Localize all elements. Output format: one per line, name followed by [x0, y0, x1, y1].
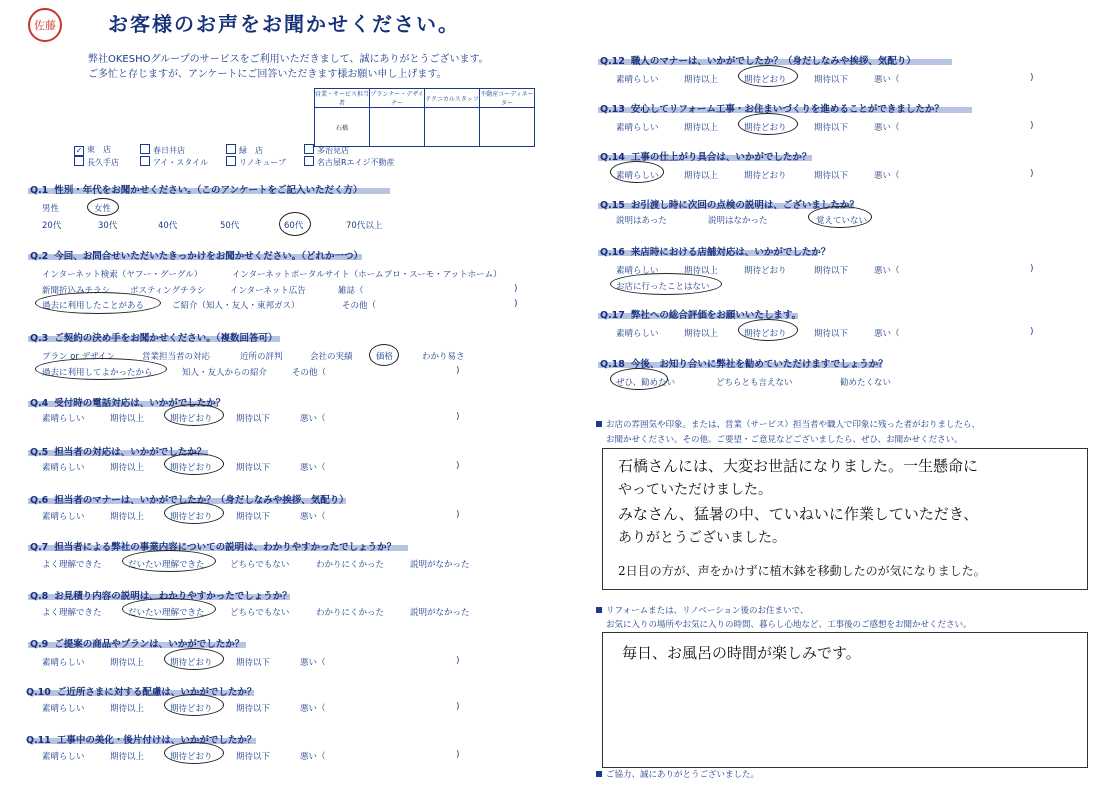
- comment-prompt-2: リフォームまたは、リノベーション後のお住まいで、: [596, 604, 808, 616]
- rating-excellent[interactable]: 素晴らしい: [616, 75, 659, 85]
- rating-excellent[interactable]: 素晴らしい: [42, 463, 85, 473]
- store-checkbox-istyle[interactable]: アイ・スタイル: [140, 156, 208, 168]
- staff-value-technical[interactable]: [425, 108, 480, 147]
- question-q2: Q.2 今回、お問合せいただいたきっかけをお聞かせください。（どれか一つ）: [30, 251, 364, 262]
- answer-circle: [164, 648, 224, 670]
- question-q18: Q.18 今後、お知り合いに弊社を勧めていただけますでしょうか？: [600, 359, 888, 370]
- staff-header: 不動産コーディネーター: [480, 89, 535, 108]
- rating-as-expected[interactable]: 期待どおり: [744, 329, 787, 339]
- option-mostly-understood[interactable]: だいたい理解できた: [128, 560, 205, 570]
- rating-excellent[interactable]: 素晴らしい: [616, 123, 659, 133]
- rating-as-expected[interactable]: 期待どおり: [170, 463, 213, 473]
- comment-prompt-1: お店の雰囲気や印象。または、営業（サービス）担当者や職人で印象に残った者がおりましたら、: [596, 418, 980, 430]
- question-q7: Q.7 担当者による弊社の事業内容についての説明は、わかりやすかったでしょうか？: [30, 542, 397, 553]
- answer-circle: [808, 206, 872, 228]
- rating-excellent[interactable]: 素晴らしい: [42, 512, 85, 522]
- option-internet-search[interactable]: インターネット検索（ヤフー・グーグル）: [42, 270, 203, 280]
- rating-above[interactable]: 期待以上: [110, 752, 145, 762]
- rating-excellent[interactable]: 素晴らしい: [616, 171, 659, 181]
- option-price[interactable]: 価格: [376, 352, 394, 362]
- rating-above[interactable]: 期待以上: [110, 704, 145, 714]
- option-undecided[interactable]: どちらとも言えない: [716, 378, 793, 388]
- store-checkbox-higashi[interactable]: ✓ 東 店: [75, 145, 111, 155]
- rating-below[interactable]: 期待以下: [236, 658, 271, 668]
- option-clarity[interactable]: わかり易さ: [422, 352, 465, 362]
- answer-circle: [164, 742, 224, 764]
- option-fully-understood[interactable]: よく理解できた: [42, 608, 102, 618]
- option-neutral[interactable]: どちらでもない: [230, 608, 290, 618]
- option-used-before[interactable]: 過去に利用したことがある: [42, 301, 145, 311]
- rating-above[interactable]: 期待以上: [110, 658, 145, 668]
- answer-circle: [610, 368, 668, 390]
- option-internet-ad[interactable]: インターネット広告: [230, 286, 306, 296]
- option-dont-remember[interactable]: 覚えていない: [816, 216, 868, 226]
- staff-header: プランナー・デザイナー: [370, 89, 425, 108]
- option-magazine[interactable]: 雑誌（: [338, 286, 364, 296]
- option-50s[interactable]: 50代: [220, 221, 240, 231]
- rating-bad[interactable]: 悪い（: [300, 512, 326, 522]
- answer-circle: [122, 550, 216, 572]
- handwritten-comment: やっていただけました。: [618, 482, 772, 498]
- staff-value-sales[interactable]: 石橋: [315, 108, 370, 147]
- rating-excellent[interactable]: 素晴らしい: [42, 414, 85, 424]
- option-reputation[interactable]: 近所の評判: [240, 352, 283, 362]
- answer-circle: [738, 65, 798, 87]
- answer-circle: [35, 292, 161, 314]
- rating-bad[interactable]: 悪い（: [300, 658, 326, 668]
- handwritten-comment: 毎日、お風呂の時間が楽しみです。: [622, 644, 861, 662]
- answer-circle: [369, 344, 399, 366]
- option-70s-plus[interactable]: 70代以上: [346, 221, 383, 231]
- option-plan-design[interactable]: プラン or デザイン: [42, 352, 116, 362]
- option-mostly-understood[interactable]: だいたい理解できた: [128, 608, 205, 618]
- handwritten-comment: 2日目の方が、声をかけずに植木鉢を移動したのが気になりました。: [618, 564, 986, 578]
- comment-prompt-2b: お気に入りの場所やお気に入りの時間、暮らし心地など、工事後のご感想をお聞かせください。: [606, 620, 972, 630]
- option-referral[interactable]: ご紹介（知人・友人・東邦ガス）: [172, 301, 300, 311]
- answer-circle: [122, 598, 216, 620]
- staff-header: テクニカルスタッフ: [425, 89, 480, 108]
- handwritten-comment: 石橋さんには、大変お世話になりました。一生懸命に: [618, 457, 979, 475]
- rating-bad[interactable]: 悪い（: [300, 414, 326, 424]
- rating-below[interactable]: 期待以下: [236, 463, 271, 473]
- staff-value-realestate[interactable]: [480, 108, 535, 147]
- rating-excellent[interactable]: 素晴らしい: [616, 266, 659, 276]
- intro-text-2: ご多忙と存じますが、アンケートにご回答いただきます様お願い申し上げます。: [88, 69, 447, 80]
- option-female[interactable]: 女性: [94, 204, 112, 214]
- rating-bad[interactable]: 悪い（: [874, 123, 900, 133]
- question-q6: Q.6 担当者のマナーは、いかがでしたか？（身だしなみや挨拶、気配り）: [30, 495, 349, 506]
- option-fully-understood[interactable]: よく理解できた: [42, 560, 102, 570]
- option-explained[interactable]: 説明はあった: [616, 216, 667, 226]
- store-checkbox-nagakute[interactable]: 長久手店: [74, 156, 119, 168]
- question-q14: Q.14 工事の仕上がり具合は、いかがでしたか？: [600, 152, 812, 163]
- handwritten-comment: みなさん、猛暑の中、ていねいに作業していただき、: [618, 505, 979, 523]
- rating-above[interactable]: 期待以上: [684, 123, 719, 133]
- rating-below[interactable]: 期待以下: [814, 123, 849, 133]
- comment-prompt-1b: お聞かせください。その他、ご要望・ご意見などございましたら、ぜひ、お聞かせください。: [606, 435, 963, 445]
- option-male[interactable]: 男性: [42, 204, 60, 214]
- answer-circle: [738, 113, 798, 135]
- option-posting-flyer[interactable]: ポスティングチラシ: [130, 286, 206, 296]
- rating-as-expected[interactable]: 期待どおり: [744, 266, 787, 276]
- question-q13: Q.13 安心してリフォーム工事・お住まいづくりを進めることができましたか？: [600, 104, 944, 115]
- rating-above[interactable]: 期待以上: [684, 171, 719, 181]
- rating-as-expected[interactable]: 期待どおり: [744, 171, 787, 181]
- option-not-explained[interactable]: 説明はなかった: [708, 216, 768, 226]
- rating-below[interactable]: 期待以下: [814, 75, 849, 85]
- rating-excellent[interactable]: 素晴らしい: [42, 704, 85, 714]
- rating-above[interactable]: 期待以上: [110, 463, 145, 473]
- option-portal-site[interactable]: インターネットポータルサイト（ホームプロ・スーモ・アットホーム）: [232, 270, 502, 280]
- rating-as-expected[interactable]: 期待どおり: [170, 752, 213, 762]
- question-q11: Q.11 工事中の美化・後片付けは、いかがでしたか？: [26, 735, 257, 746]
- option-other[interactable]: その他（: [292, 368, 327, 378]
- question-q16: Q.16 来店時における店舗対応は、いかがでしたか？: [600, 247, 831, 258]
- option-no-explanation[interactable]: 説明がなかった: [410, 608, 470, 618]
- staff-table: [314, 88, 535, 147]
- store-checkbox-tajimi[interactable]: 多治見店: [304, 144, 349, 156]
- question-q17: Q.17 弊社への総合評価をお願いいたします。: [600, 310, 802, 321]
- rating-as-expected[interactable]: 期待どおり: [170, 512, 213, 522]
- staff-value-planner[interactable]: [370, 108, 425, 147]
- question-q8: Q.8 お見積り内容の説明は、わかりやすかったでしょうか？: [30, 591, 292, 602]
- rating-above[interactable]: 期待以上: [110, 512, 145, 522]
- rating-below[interactable]: 期待以下: [814, 329, 849, 339]
- staff-header: 営業・サービス担当者: [315, 89, 370, 108]
- question-q1: Q.1 性別・年代をお聞かせください。（このアンケートをご記入いただく方）: [30, 185, 363, 196]
- rating-below[interactable]: 期待以下: [236, 752, 271, 762]
- option-good-past-use[interactable]: 過去に利用してよかったから: [42, 368, 153, 378]
- rating-above[interactable]: 期待以上: [684, 329, 719, 339]
- question-q4: Q.4 受付時の電話対応は、いかがでしたか？: [30, 398, 226, 409]
- option-friend-referral[interactable]: 知人・友人からの紹介: [182, 368, 268, 378]
- rating-bad[interactable]: 悪い（: [300, 752, 326, 762]
- rating-below[interactable]: 期待以下: [814, 171, 849, 181]
- question-q15: Q.15 お引渡し時に次回の点検の説明は、ございましたか？: [600, 200, 859, 211]
- question-q12: Q.12 職人のマナーは、いかがでしたか？（身だしなみや挨拶、気配り）: [600, 56, 916, 67]
- answer-circle: [164, 404, 224, 426]
- rating-bad[interactable]: 悪い（: [874, 266, 900, 276]
- option-hard-to-understand[interactable]: わかりにくかった: [316, 560, 385, 570]
- question-q9: Q.9 ご提案の商品やプランは、いかがでしたか？: [30, 639, 245, 650]
- answer-circle: [87, 198, 119, 216]
- answer-circle: [610, 273, 722, 295]
- rating-bad[interactable]: 悪い（: [874, 75, 900, 85]
- rating-bad[interactable]: 悪い（: [874, 329, 900, 339]
- rating-bad[interactable]: 悪い（: [300, 704, 326, 714]
- rating-as-expected[interactable]: 期待どおり: [170, 658, 213, 668]
- rating-as-expected[interactable]: 期待どおり: [744, 123, 787, 133]
- answer-circle: [35, 358, 167, 380]
- option-not-recommend[interactable]: 勧めたくない: [840, 378, 892, 388]
- store-checkbox-kasugai[interactable]: 春日井店: [140, 144, 185, 156]
- rating-below[interactable]: 期待以下: [236, 512, 271, 522]
- store-checkbox-renocube[interactable]: リノキューブ: [226, 156, 286, 168]
- store-checkbox-nagoya-r-age[interactable]: 名古屋Rエイジ不動産: [304, 156, 395, 168]
- answer-circle: [164, 694, 224, 716]
- rating-bad[interactable]: 悪い（: [300, 463, 326, 473]
- name-stamp: 佐藤: [28, 8, 62, 42]
- option-definitely-recommend[interactable]: ぜひ、勧めたい: [616, 378, 676, 388]
- rating-below[interactable]: 期待以下: [236, 704, 271, 714]
- rating-excellent[interactable]: 素晴らしい: [42, 752, 85, 762]
- rating-above[interactable]: 期待以上: [684, 266, 719, 276]
- option-newspaper-flyer[interactable]: 新聞折込みチラシ: [42, 286, 111, 296]
- answer-circle: [279, 212, 311, 236]
- option-other[interactable]: その他（: [342, 301, 377, 311]
- rating-above[interactable]: 期待以上: [684, 75, 719, 85]
- option-staff-response[interactable]: 営業担当者の対応: [142, 352, 211, 362]
- option-60s[interactable]: 60代: [284, 221, 304, 231]
- answer-circle: [164, 502, 224, 524]
- thanks-text: ご協力、誠にありがとうございました。: [596, 768, 759, 780]
- question-q10: Q.10 ご近所さまに対する配慮は、いかがでしたか？: [26, 687, 257, 698]
- question-q3: Q.3 ご契約の決め手をお聞かせください。（複数回答可）: [30, 333, 278, 344]
- intro-text-1: 弊社OKESHOグループのサービスをご利用いただきまして、誠にありがとうございます。: [88, 54, 489, 65]
- option-track-record[interactable]: 会社の実績: [310, 352, 353, 362]
- option-20s[interactable]: 20代: [42, 221, 62, 231]
- store-checkbox-midori[interactable]: 緑 店: [226, 144, 263, 156]
- rating-bad[interactable]: 悪い（: [874, 171, 900, 181]
- answer-circle: [610, 161, 664, 183]
- answer-circle: [164, 453, 224, 475]
- rating-excellent[interactable]: 素晴らしい: [616, 329, 659, 339]
- rating-below[interactable]: 期待以下: [236, 414, 271, 424]
- rating-as-expected[interactable]: 期待どおり: [744, 75, 787, 85]
- option-never-visited[interactable]: お店に行ったことはない: [616, 282, 710, 292]
- rating-above[interactable]: 期待以上: [110, 414, 145, 424]
- rating-as-expected[interactable]: 期待どおり: [170, 704, 213, 714]
- answer-circle: [738, 319, 798, 341]
- page-title: お客様のお声をお聞かせください。: [108, 12, 460, 36]
- option-30s[interactable]: 30代: [98, 221, 118, 231]
- rating-excellent[interactable]: 素晴らしい: [42, 658, 85, 668]
- rating-as-expected[interactable]: 期待どおり: [170, 414, 213, 424]
- question-q5: Q.5 担当者の対応は、いかがでしたか？: [30, 447, 207, 458]
- option-neutral[interactable]: どちらでもない: [230, 560, 290, 570]
- rating-below[interactable]: 期待以下: [814, 266, 849, 276]
- option-40s[interactable]: 40代: [158, 221, 178, 231]
- option-no-explanation[interactable]: 説明がなかった: [410, 560, 470, 570]
- option-hard-to-understand[interactable]: わかりにくかった: [316, 608, 385, 618]
- handwritten-comment: ありがとうございました。: [618, 530, 786, 546]
